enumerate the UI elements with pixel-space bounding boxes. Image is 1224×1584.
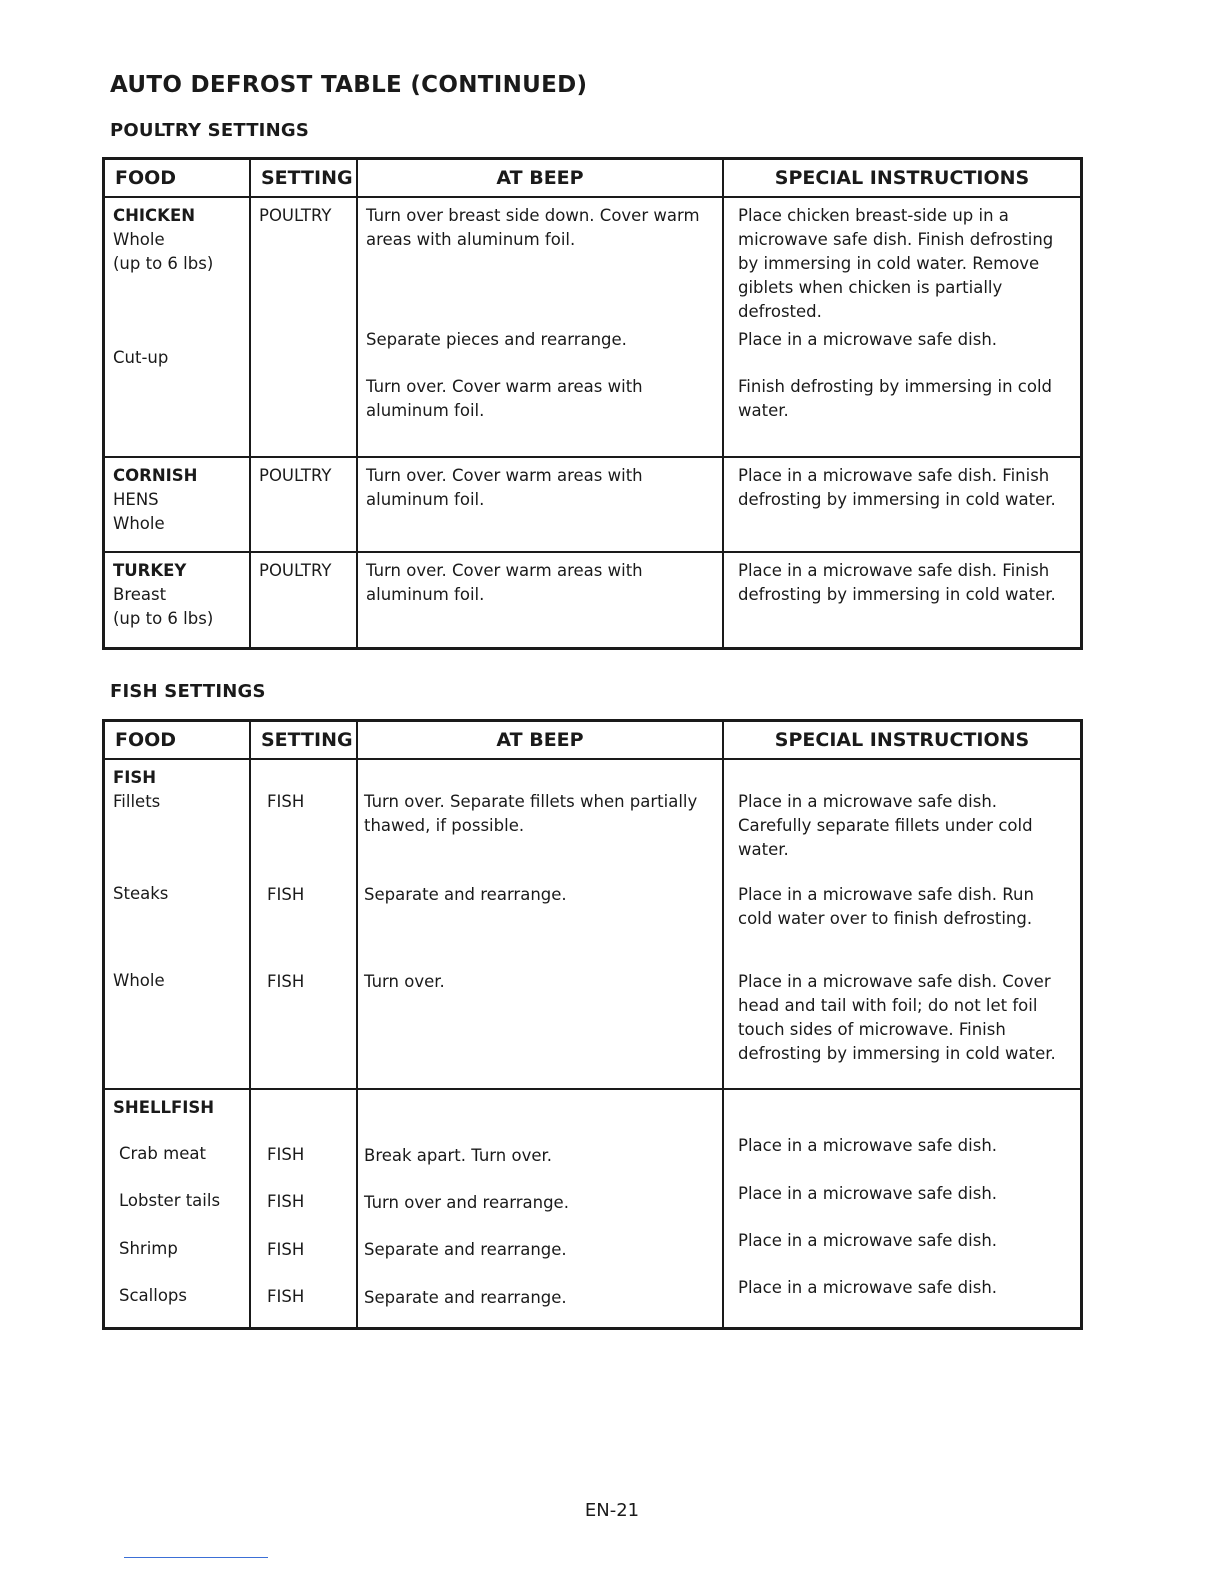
food-detail: Whole [113,971,165,990]
instructions-text: Place in a microwave safe dish. [738,1231,998,1250]
instructions-cell: Place in a microwave safe dish. Finish defrosting by immersing in cold water. [738,466,1056,509]
beep-cell: Turn over. Cover warm areas with aluminum foil. [358,553,724,647]
food-name: TURKEY [113,561,187,580]
beep-text: Separate and rearrange. [364,885,567,904]
beep-text: Separate pieces and rearrange. [366,330,627,349]
beep-text: Turn over breast side down. Cover warm areas with aluminum foil. [366,206,700,249]
food-cell [105,198,251,456]
food-group-name: FISH [113,768,157,787]
beep-text: Turn over. Cover warm areas with aluminum foil. [366,377,643,420]
instructions-text: Place in a microwave safe dish. Run cold water over to finish defrosting. [738,885,1034,928]
col-instructions: SPECIAL INSTRUCTIONS [774,167,1030,189]
table-row [105,760,1080,1090]
instructions-text: Finish defrosting by immersing in cold water. [738,377,1053,420]
instructions-cell [724,760,1080,1088]
food-cell [105,1090,251,1327]
col-food: FOOD [105,160,251,196]
beep-text: Break apart. Turn over. [364,1146,552,1165]
food-cell [105,553,251,647]
instructions-text: Place in a microwave safe dish. [738,1184,998,1203]
setting-cell [251,760,358,1088]
beep-cell [358,1090,724,1327]
setting-text: FISH [267,1145,305,1164]
col-at-beep: AT BEEP [358,722,724,758]
food-detail: Scallops [119,1286,187,1305]
food-cell [105,760,251,1088]
beep-text: Turn over. Separate fillets when partially thawed, if possible. [364,792,698,835]
beep-text: Turn over and rearrange. [364,1193,569,1212]
beep-cell [358,760,724,1088]
instructions-text: Place in a microwave safe dish. Carefully separate fillets under cold water. [738,792,1033,859]
instructions-cell: Place in a microwave safe dish. Finish defrosting by immersing in cold water. [738,561,1056,604]
col-setting: SETTING [251,722,358,758]
instructions-cell [724,198,1080,456]
table-row [105,553,1080,647]
col-food: FOOD [105,722,251,758]
table-header-row [105,722,1080,760]
setting-text: FISH [267,1287,305,1306]
food-detail: (up to 6 lbs) [113,254,214,273]
fish-table [102,719,1083,1330]
poultry-table [102,157,1083,650]
page-title: AUTO DEFROST TABLE (CONTINUED) [110,72,588,98]
beep-text: Separate and rearrange. [364,1288,567,1307]
table-row [105,1090,1080,1327]
instructions-text: Place in a microwave safe dish. [738,330,998,349]
beep-text: Separate and rearrange. [364,1240,567,1259]
food-detail: Steaks [113,884,169,903]
col-at-beep: AT BEEP [358,160,724,196]
food-detail: Breast [113,585,167,604]
col-setting: SETTING [251,160,358,196]
table-row [105,198,1080,458]
instructions-cell [724,1090,1080,1327]
setting-text: FISH [267,972,305,991]
beep-text: Turn over. [364,972,445,991]
food-detail: Cut-up [113,348,169,367]
food-detail: Fillets [113,792,161,811]
food-detail: HENS [113,490,159,509]
table-header-row [105,160,1080,198]
food-detail: Shrimp [119,1239,178,1258]
food-detail: Whole [113,230,165,249]
instructions-text: Place in a microwave safe dish. Cover head and tail with foil; do not let foil touch sides of microwave. Finish defrosting by immersing in cold water. [738,972,1056,1063]
setting-text: FISH [267,1192,305,1211]
food-name: CORNISH [113,466,198,485]
poultry-heading: POULTRY SETTINGS [110,120,309,141]
setting-cell: POULTRY [251,198,358,456]
instructions-text: Place chicken breast-side up in a microwave safe dish. Finish defrosting by immersing in cold water. Remove giblets when chicken is partially defrosted. [738,206,1054,321]
footer-link-underline [124,1557,268,1558]
setting-cell [251,1090,358,1327]
col-instructions: SPECIAL INSTRUCTIONS [774,729,1030,751]
setting-cell: POULTRY [251,553,358,647]
food-detail: Whole [113,514,165,533]
setting-text: FISH [267,1240,305,1259]
setting-text: FISH [267,792,305,811]
food-detail: Lobster tails [119,1191,221,1210]
beep-cell: Turn over. Cover warm areas with aluminum foil. [358,458,724,551]
food-group-name: SHELLFISH [113,1098,215,1117]
food-name: CHICKEN [113,206,196,225]
food-detail: (up to 6 lbs) [113,609,214,628]
fish-heading: FISH SETTINGS [110,681,266,702]
instructions-text: Place in a microwave safe dish. [738,1136,998,1155]
page-number: EN-21 [584,1500,640,1521]
instructions-text: Place in a microwave safe dish. [738,1278,998,1297]
table-row [105,458,1080,553]
setting-text: FISH [267,885,305,904]
food-cell [105,458,251,551]
setting-cell: POULTRY [251,458,358,551]
beep-cell [358,198,724,456]
food-detail: Crab meat [119,1144,206,1163]
